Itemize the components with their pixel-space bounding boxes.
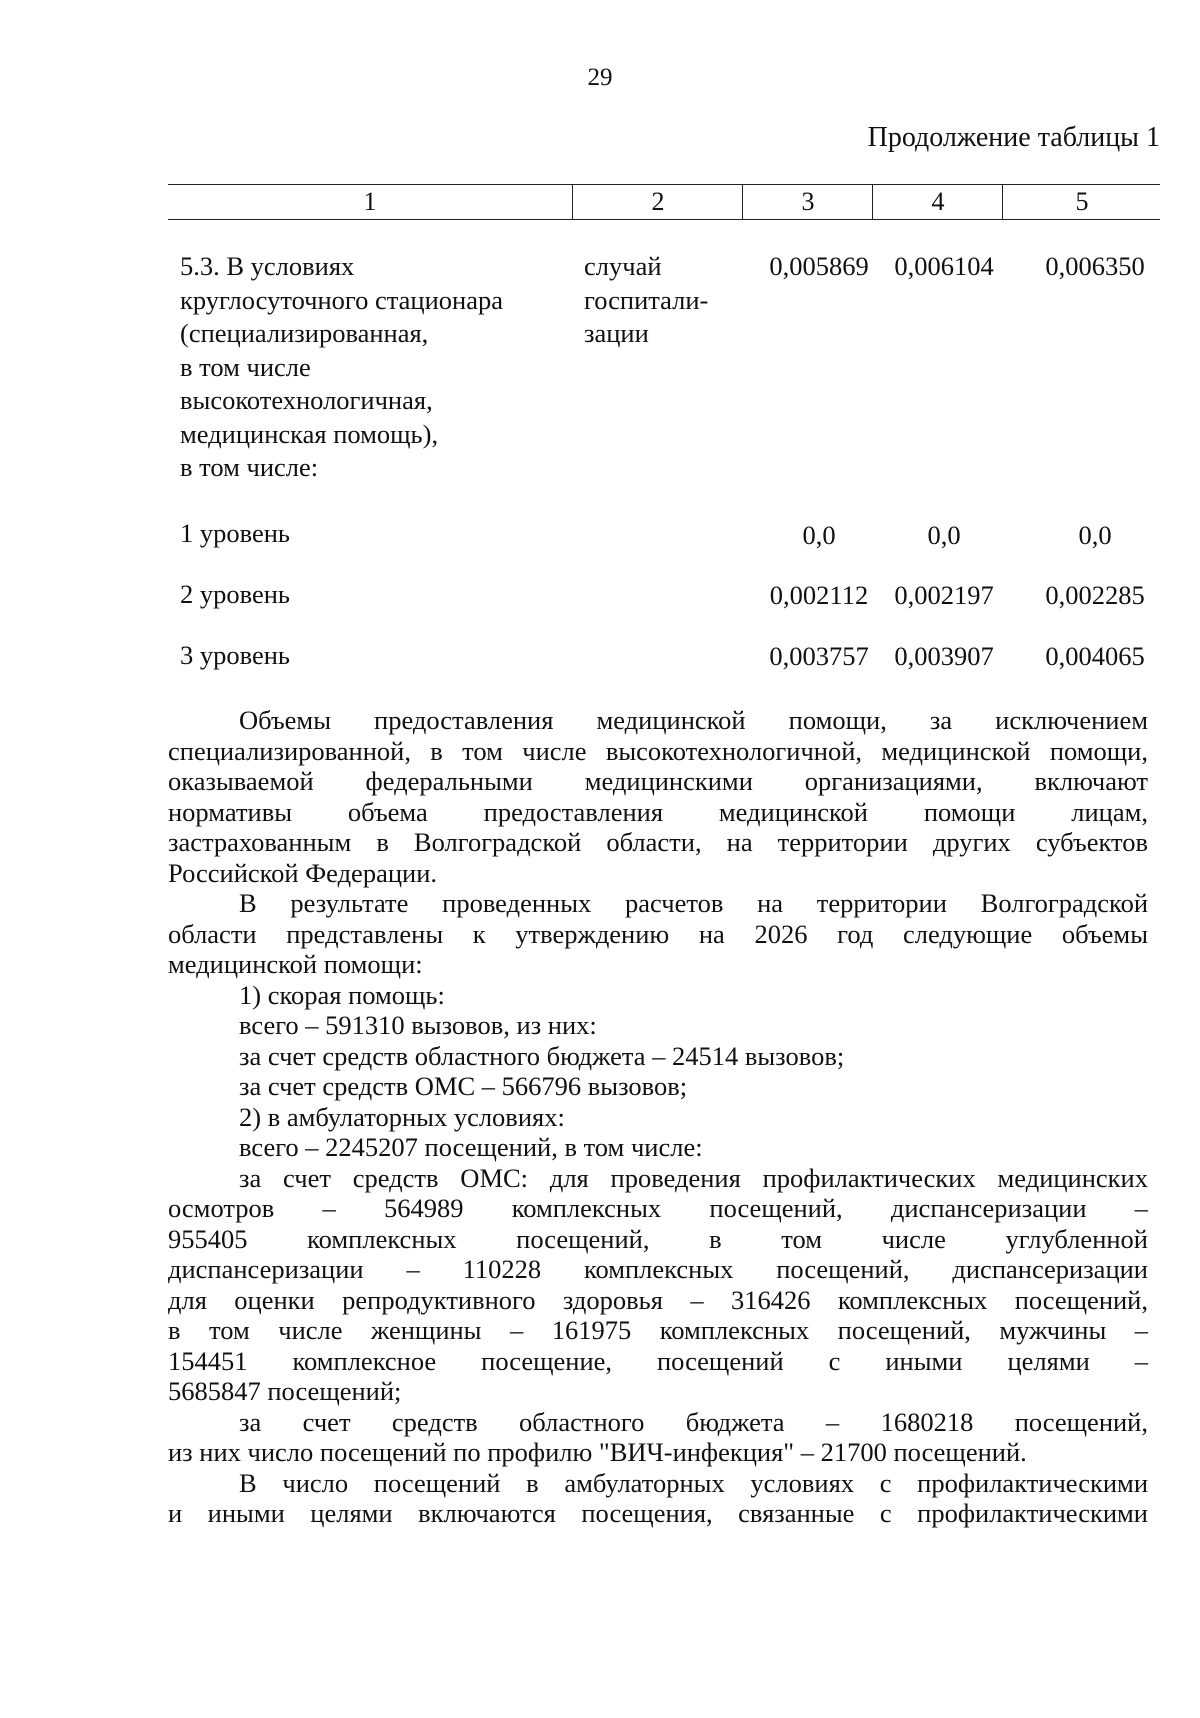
- value-col3: 0,002112: [769, 580, 869, 610]
- paragraph-line: Российской Федерации.: [168, 857, 437, 888]
- value-col4: 0,0: [927, 520, 961, 550]
- paragraph-line: Объемы предоставления медицинской помощи, за исключением: [239, 705, 1148, 735]
- row-label: 5.3. В условиях круглосуточного стационара (специализированная, в том числе высокотехнологичная, медицинская помощь), в том числе:: [180, 251, 503, 482]
- paragraph-line: за счет средств областного бюджета – 1680218 посещений,: [239, 1406, 1148, 1437]
- paragraph-line: специализированной, в том числе высокотехнологичной, медицинской помощи,: [168, 735, 1148, 766]
- body-text: [168, 705, 1148, 1529]
- list-item: за счет средств областного бюджета – 24514 вызовов;: [239, 1040, 845, 1071]
- paragraph-line: 5685847 посещений;: [168, 1376, 402, 1406]
- paragraph-line: и иными целями включаются посещения, связанные с профилактическими: [168, 1498, 1148, 1528]
- paragraph-line: 955405 комплексных посещений, в том числе углубленной: [168, 1223, 1148, 1254]
- list-item: всего – 591310 вызовов, из них:: [239, 1010, 597, 1040]
- value-col3: 0,003757: [769, 641, 869, 671]
- column-header-5: 5: [1002, 185, 1161, 219]
- paragraph-line: диспансеризации – 110228 комплексных посещений, диспансеризации: [168, 1254, 1148, 1284]
- value-col5: 0,006350: [1045, 251, 1145, 281]
- row-label: 2 уровень: [180, 579, 291, 609]
- row-label: 1 уровень: [180, 518, 291, 548]
- page-number: 29: [587, 64, 613, 91]
- paragraph-line: оказываемой федеральными медицинскими организациями, включают: [168, 766, 1148, 796]
- row-unit: случай госпитали- зации: [584, 251, 709, 348]
- paragraph-line: застрахованным в Волгоградской области, на территории других субъектов: [168, 827, 1148, 857]
- value-col3: 0,005869: [769, 251, 869, 281]
- paragraph-line: медицинской помощи:: [168, 949, 423, 979]
- value-col5: 0,0: [1078, 520, 1112, 550]
- value-col3: 0,0: [802, 520, 836, 550]
- paragraph-line: за счет средств ОМС: для проведения профилактических медицинских: [239, 1162, 1148, 1193]
- paragraph-line: в том числе женщины – 161975 комплексных посещений, мужчины –: [168, 1315, 1148, 1345]
- paragraph-line: В число посещений в амбулаторных условиях с профилактическими: [239, 1467, 1148, 1498]
- paragraph-line: из них число посещений по профилю "ВИЧ-инфекция" – 21700 посещений.: [168, 1437, 1027, 1467]
- list-item: за счет средств ОМС – 566796 вызовов;: [239, 1071, 688, 1101]
- value-col4: 0,003907: [894, 641, 994, 671]
- table-caption: Продолжение таблицы 1: [867, 122, 1160, 153]
- paragraph-line: В результате проведенных расчетов на территории Волгоградской: [239, 888, 1148, 918]
- paragraph-line: 154451 комплексное посещение, посещений с иными целями –: [168, 1345, 1148, 1376]
- value-col4: 0,002197: [894, 580, 994, 610]
- paragraph-line: нормативы объема предоставления медицинской помощи лицам,: [168, 796, 1148, 827]
- column-header-3: 3: [742, 185, 873, 219]
- value-col5: 0,002285: [1045, 580, 1145, 610]
- table-header-row: [168, 184, 1160, 220]
- value-col4: 0,006104: [894, 251, 994, 281]
- row-label: 3 уровень: [180, 640, 291, 670]
- value-col5: 0,004065: [1045, 641, 1145, 671]
- list-item: 2) в амбулаторных условиях:: [239, 1101, 565, 1132]
- column-header-4: 4: [872, 185, 1003, 219]
- list-item: всего – 2245207 посещений, в том числе:: [239, 1132, 703, 1162]
- column-header-2: 2: [572, 185, 743, 219]
- column-header-1: 1: [363, 187, 377, 216]
- paragraph-line: для оценки репродуктивного здоровья – 316426 комплексных посещений,: [168, 1284, 1148, 1315]
- list-item: 1) скорая помощь:: [239, 979, 445, 1010]
- paragraph-line: осмотров – 564989 комплексных посещений, диспансеризации –: [168, 1193, 1148, 1223]
- paragraph-line: области представлены к утверждению на 2026 год следующие объемы: [168, 918, 1148, 949]
